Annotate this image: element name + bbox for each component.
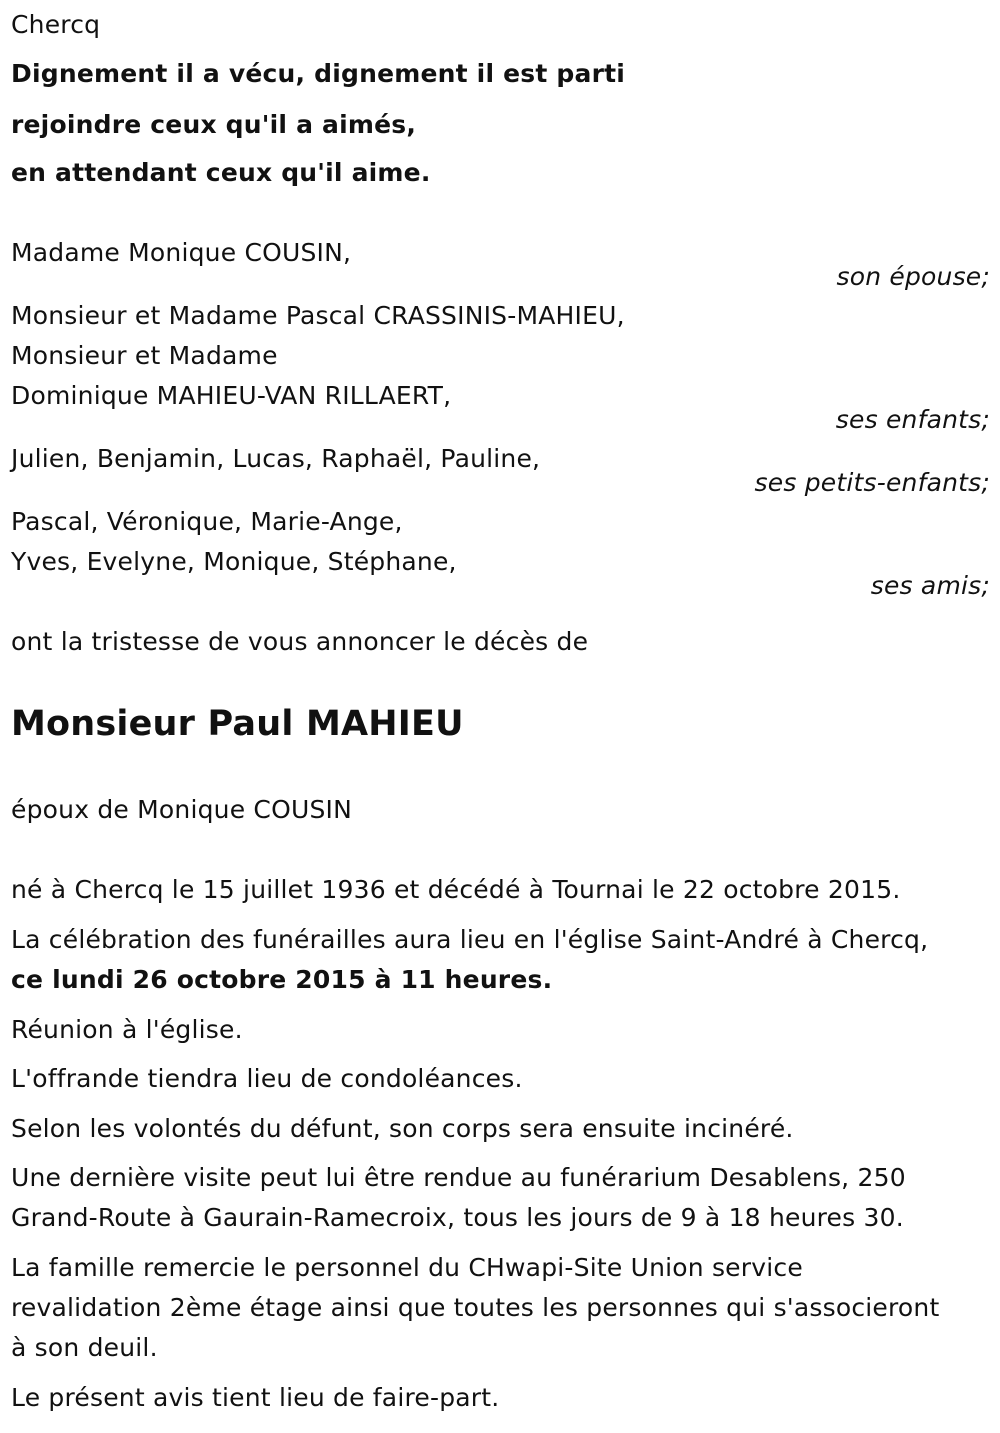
- town-name: Chercq: [11, 10, 101, 39]
- ceremony-line-1: La célébration des funérailles aura lieu en l'église Saint-André à Chercq,: [11, 925, 929, 954]
- child-line-1: Monsieur et Madame Pascal CRASSINIS-MAHIEU,: [11, 301, 625, 330]
- offering-text: L'offrande tiendra lieu de condoléances.: [11, 1064, 523, 1093]
- cremation-text: Selon les volontés du défunt, son corps sera ensuite incinéré.: [11, 1114, 794, 1143]
- grandchildren-relation: ses petits-enfants;: [754, 468, 990, 497]
- notice-text: Le présent avis tient lieu de faire-part.: [11, 1383, 500, 1412]
- announcement-text: ont la tristesse de vous annoncer le décès de: [11, 627, 589, 656]
- thanks-line-2: revalidation 2ème étage ainsi que toutes les personnes qui s'associeront: [11, 1293, 940, 1322]
- meeting-text: Réunion à l'église.: [11, 1015, 243, 1044]
- ceremony-date: ce lundi 26 octobre 2015 à 11 heures.: [11, 965, 553, 994]
- visit-line-2: Grand-Route à Gaurain-Ramecroix, tous les jours de 9 à 18 heures 30.: [11, 1203, 904, 1232]
- friends-relation: ses amis;: [870, 571, 990, 600]
- grandchildren-names: Julien, Benjamin, Lucas, Raphaël, Pauline,: [11, 444, 541, 473]
- friends-line-1: Pascal, Véronique, Marie-Ange,: [11, 507, 403, 536]
- friends-line-2: Yves, Evelyne, Monique, Stéphane,: [11, 547, 457, 576]
- poem-line-3: en attendant ceux qu'il aime.: [11, 158, 431, 187]
- poem-line-2: rejoindre ceux qu'il a aimés,: [11, 110, 417, 139]
- child-line-2: Monsieur et Madame: [11, 341, 278, 370]
- spouse-name: Madame Monique COUSIN,: [11, 238, 352, 267]
- birth-death-text: né à Chercq le 15 juillet 1936 et décédé à Tournai le 22 octobre 2015.: [11, 875, 901, 904]
- children-relation: ses enfants;: [835, 405, 990, 434]
- visit-line-1: Une dernière visite peut lui être rendue au funérarium Desablens, 250: [11, 1163, 906, 1192]
- spouse-relation: son épouse;: [836, 262, 990, 291]
- thanks-line-3: à son deuil.: [11, 1333, 158, 1362]
- thanks-line-1: La famille remercie le personnel du CHwapi-Site Union service: [11, 1253, 803, 1282]
- spouse-of-text: époux de Monique COUSIN: [11, 795, 353, 824]
- child-line-3: Dominique MAHIEU-VAN RILLAERT,: [11, 381, 452, 410]
- deceased-name: Monsieur Paul MAHIEU: [11, 704, 464, 744]
- poem-line-1: Dignement il a vécu, dignement il est parti: [11, 59, 626, 88]
